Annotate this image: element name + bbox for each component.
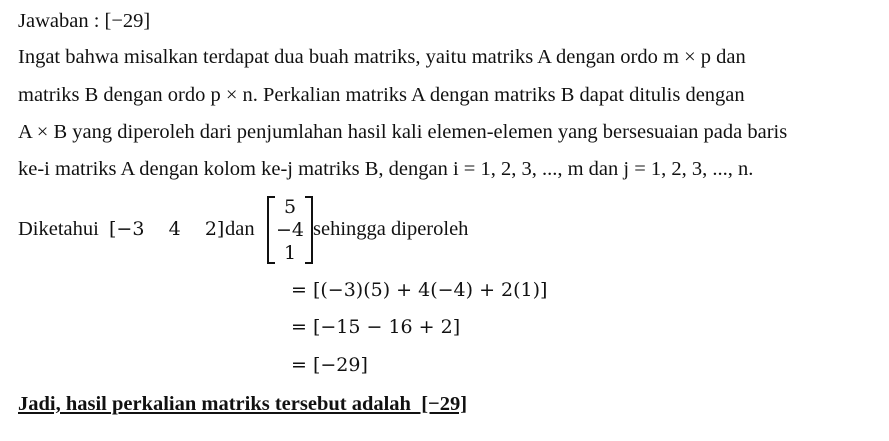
paragraph-line-1: Ingat bahwa misalkan terdapat dua buah matriks, yaitu matriks A dengan ordo m × p dan: [18, 46, 746, 68]
column-matrix-entry-2: −4: [275, 219, 304, 241]
given-prefix: Diketahui: [18, 218, 99, 240]
column-matrix-entry-1: 5: [283, 196, 297, 218]
row-matrix: [−3 4 2]: [109, 218, 225, 240]
paragraph-line-3: A × B yang diperoleh dari penjumlahan hasil kali elemen-elemen yang bersesuaian pada baris: [18, 121, 788, 143]
given-connector: dan: [225, 218, 255, 240]
paragraph-line-4: ke-i matriks A dengan kolom ke-j matriks B, dengan i = 1, 2, 3, ..., m dan j = 1, 2, 3, ..., n.: [18, 158, 754, 180]
paragraph-line-2: matriks B dengan ordo p × n. Perkalian matriks A dengan matriks B dapat ditulis dengan: [18, 84, 745, 106]
step-1: = [(−3)(5) + 4(−4) + 2(1)]: [291, 279, 548, 301]
conclusion: Jadi, hasil perkalian matriks tersebut adalah [−29]: [18, 393, 468, 415]
given-suffix: sehingga diperoleh: [313, 218, 469, 240]
step-2: = [−15 − 16 + 2]: [291, 316, 461, 338]
answer-line: Jawaban : [−29]: [18, 10, 151, 32]
column-matrix-entry-3: 1: [283, 242, 297, 264]
column-matrix: [267, 196, 313, 264]
step-3: = [−29]: [291, 354, 368, 376]
